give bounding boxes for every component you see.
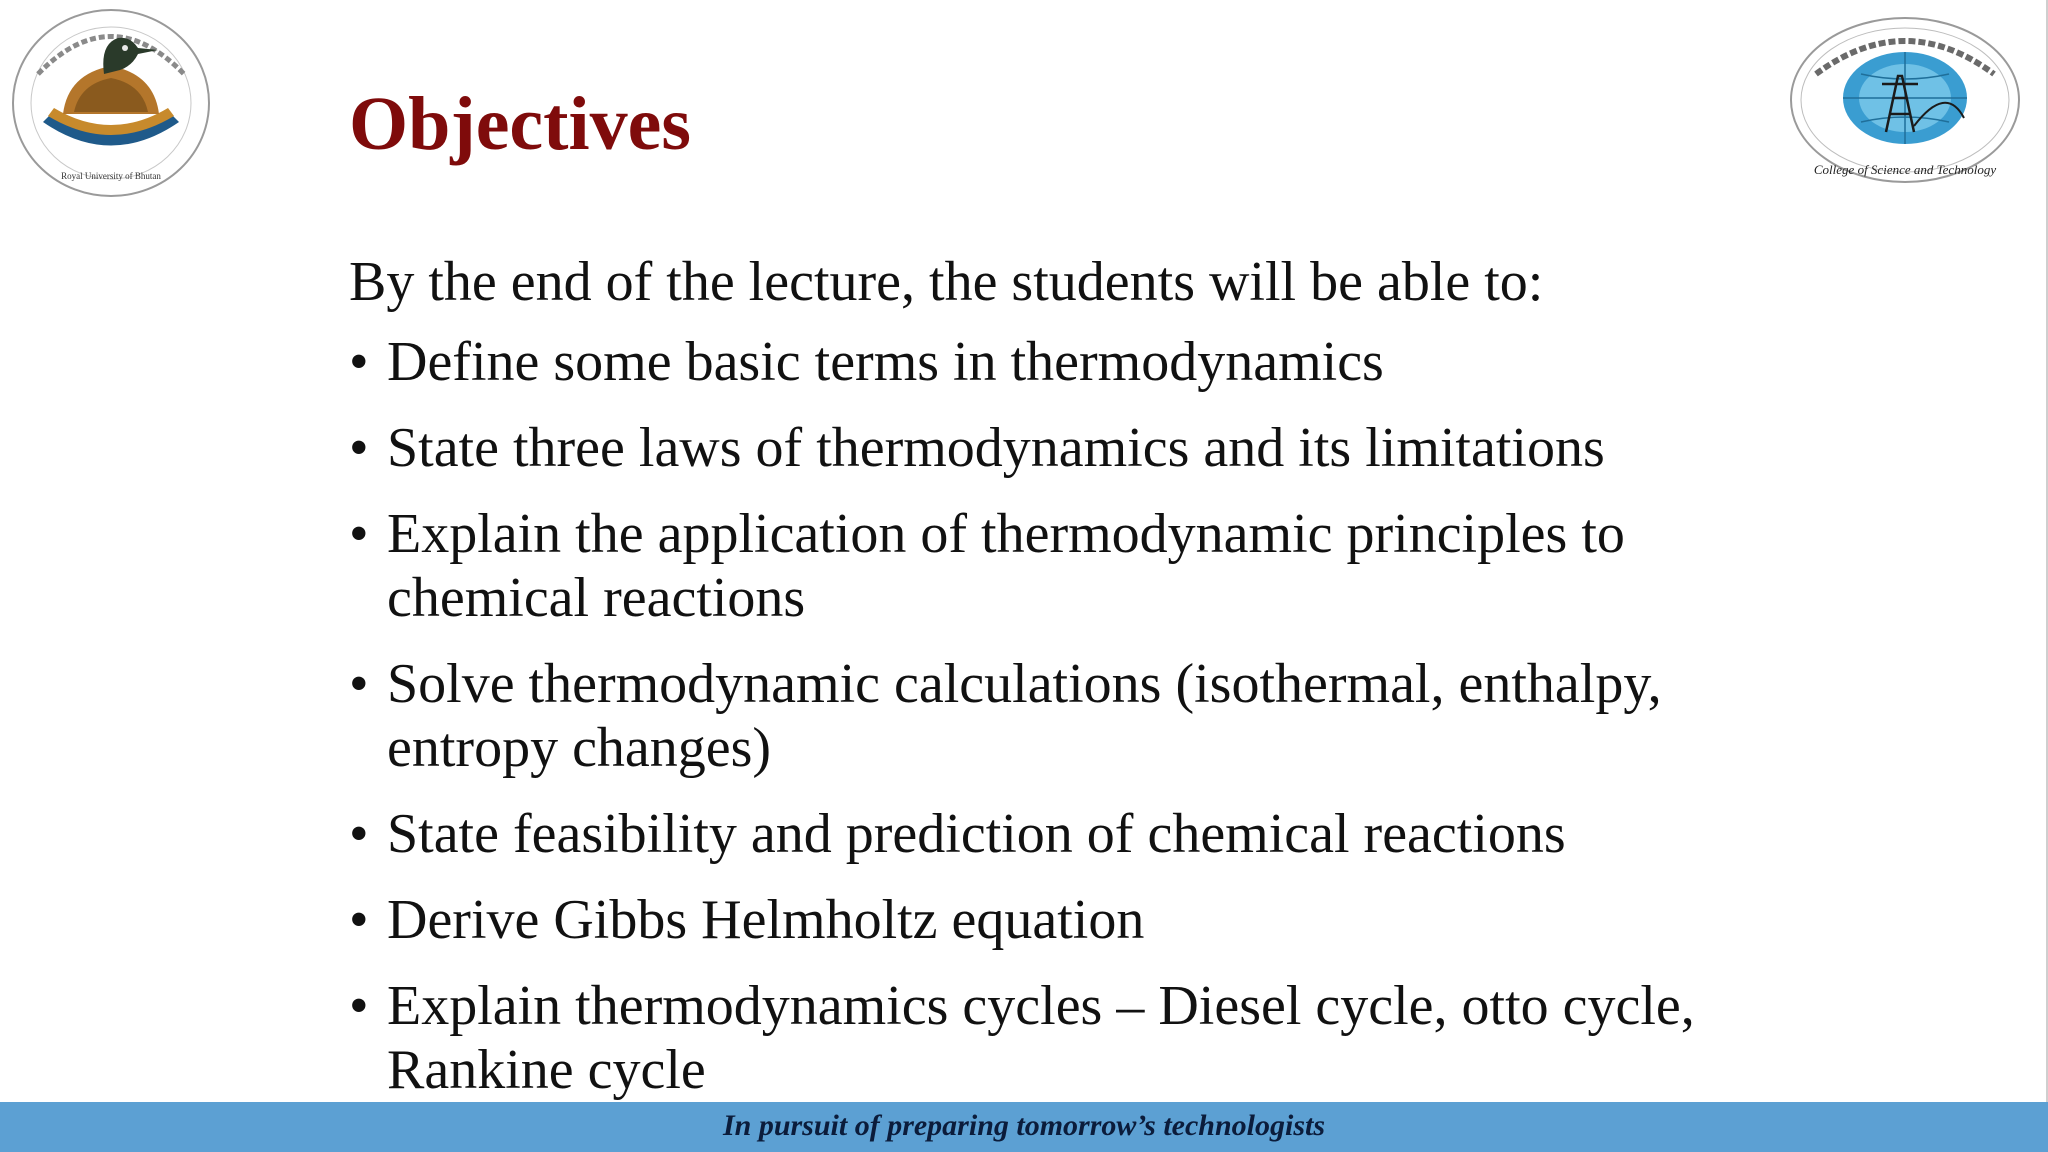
objective-text: State feasibility and prediction of chemical reactions	[387, 803, 1566, 865]
objective-item	[349, 416, 1829, 480]
objective-text: State three laws of thermodynamics and its limitations	[387, 417, 1605, 479]
bullet-icon: •	[349, 331, 369, 393]
bullet-icon: •	[349, 975, 369, 1037]
objective-item	[349, 888, 1829, 952]
objective-item	[349, 502, 1829, 630]
objective-item	[349, 974, 1829, 1102]
left-logo-caption: Royal University of Bhutan	[61, 171, 161, 181]
intro-text: By the end of the lecture, the students will be able to:	[349, 251, 1544, 313]
objective-text: Solve thermodynamic calculations (isothermal, enthalpy, entropy changes)	[387, 653, 1662, 779]
objective-text: Define some basic terms in thermodynamics	[387, 331, 1384, 393]
bullet-icon: •	[349, 889, 369, 951]
bullet-icon: •	[349, 417, 369, 479]
college-of-science-and-technology-logo-icon	[1786, 14, 2024, 186]
objectives-list	[349, 330, 1829, 1124]
bullet-icon: •	[349, 803, 369, 865]
objective-text: Explain thermodynamics cycles – Diesel cycle, otto cycle, Rankine cycle	[387, 975, 1695, 1101]
objective-text: Derive Gibbs Helmholtz equation	[387, 889, 1145, 951]
footer-tagline: In pursuit of preparing tomorrow’s technologists	[722, 1109, 1326, 1142]
objective-item	[349, 652, 1829, 780]
slide-title: Objectives	[349, 82, 691, 166]
bullet-icon: •	[349, 653, 369, 715]
objective-item	[349, 802, 1829, 866]
royal-university-of-bhutan-logo-icon	[8, 4, 214, 202]
bullet-icon: •	[349, 503, 369, 565]
objective-item	[349, 330, 1829, 394]
objective-text: Explain the application of thermodynamic principles to chemical reactions	[387, 503, 1625, 629]
right-logo-caption: College of Science and Technology	[1813, 162, 1997, 177]
